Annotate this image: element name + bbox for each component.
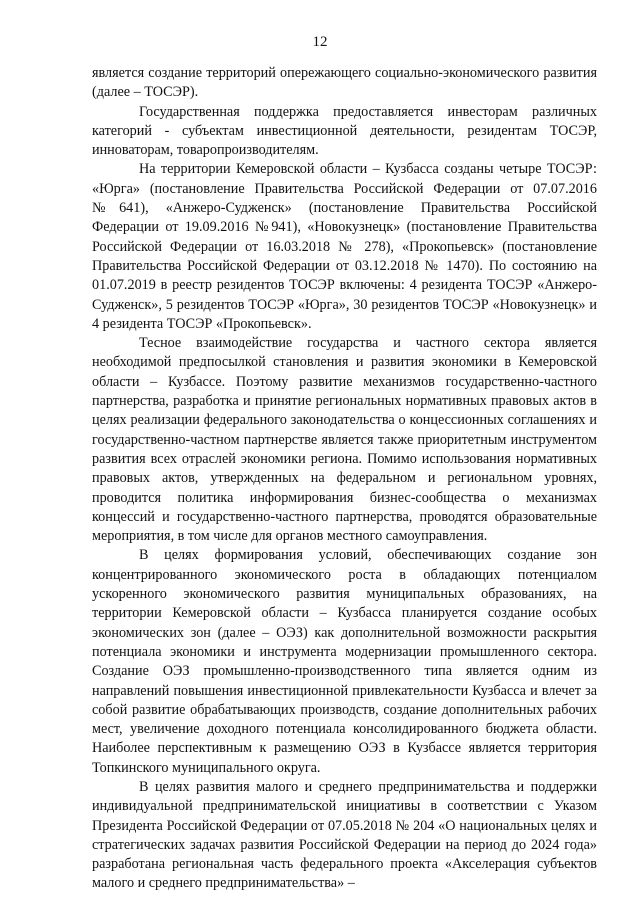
paragraph-public-private-partnership: Тесное взаимодействие государства и частного сектора является необходимой предпосылкой становления и развития экономики в Кемеровской области – Кузбассе. Поэтому развитие механизмов государственно-частного партнерства, разработка и принятие региональных нормативных правовых актов в целях реализации федерального законодательства о концессионных соглашениях и государственно-частном партнерстве является также приоритетным инструментом развития всех отраслей экономики региона. Помимо использования нормативных правовых актов, утвержденных на федеральном и региональном уровнях, проводится политика информирования бизнес-сообщества о механизмах концессий и государственно-частного партнерства, проводятся образовательные мероприятия, в том числе для органов местного самоуправления.	[92, 335, 597, 545]
page-number: 12	[312, 34, 328, 50]
paragraph-continuation: является создание территорий опережающего социально-экономического развития (далее – ТОСЭР).	[92, 65, 597, 101]
paragraph-small-business-support: В целях развития малого и среднего предпринимательства и поддержки индивидуальной предпринимательской инициативы в соответствии с Указом Президента Российской Федерации от 07.05.2018 № 204 «О национальных целях и стратегических задачах развития Российской Федерации на период до 2024 года» разработана региональная часть федерального проекта «Акселерация субъектов малого и среднего предпринимательства» –	[92, 778, 597, 892]
document-body	[92, 64, 597, 894]
paragraph-state-support: Государственная поддержка предоставляется инвесторам различных категорий - субъектам инвестиционной деятельности, резидентам ТОСЭР, инноваторам, товаропроизводителям.	[92, 103, 597, 159]
paragraph-tosed-territories: На территории Кемеровской области – Кузбасса созданы четыре ТОСЭР: «Юрга» (постановление Правительства Российской Федерации от 07.07.2016 №641), «Анжеро-Судженск» (постановление Правительства Российской Федерации от 19.09.2016 №941), «Новокузнецк» (постановление Правительства Российской Федерации от 16.03.2018 № 278), «Прокопьевск» (постановление Правительства Российской Федерации от 03.12.2018 № 1470). По состоянию на 01.07.2019 в реестр резидентов ТОСЭР включены: 4 резидента ТОСЭР «Анжеро-Судженск», 5 резидентов ТОСЭР «Юрга», 30 резидентов ТОСЭР «Новокузнецк» и 4 резидента ТОСЭР «Прокопьевск».	[92, 161, 597, 332]
paragraph-special-economic-zones: В целях формирования условий, обеспечивающих создание зон концентрированного экономического роста в обладающих потенциалом ускоренного экономического развития муниципальных образованиях, на территории Кемеровской области – Кузбасса планируется создание особых экономических зон (далее – ОЭЗ) как дополнительной возможности раскрытия потенциала экономики и инструмента модернизации промышленного сектора. Создание ОЭЗ промышленно-производственного типа является одним из направлений повышения инвестиционной привлекательности Кузбасса и влечет за собой развитие обрабатывающих производств, создание дополнительных рабочих мест, увеличение доходного потенциала консолидированного бюджета области. Наиболее перспективным к размещению ОЭЗ в Кузбассе является территория Топкинского муниципального округа.	[92, 547, 597, 776]
